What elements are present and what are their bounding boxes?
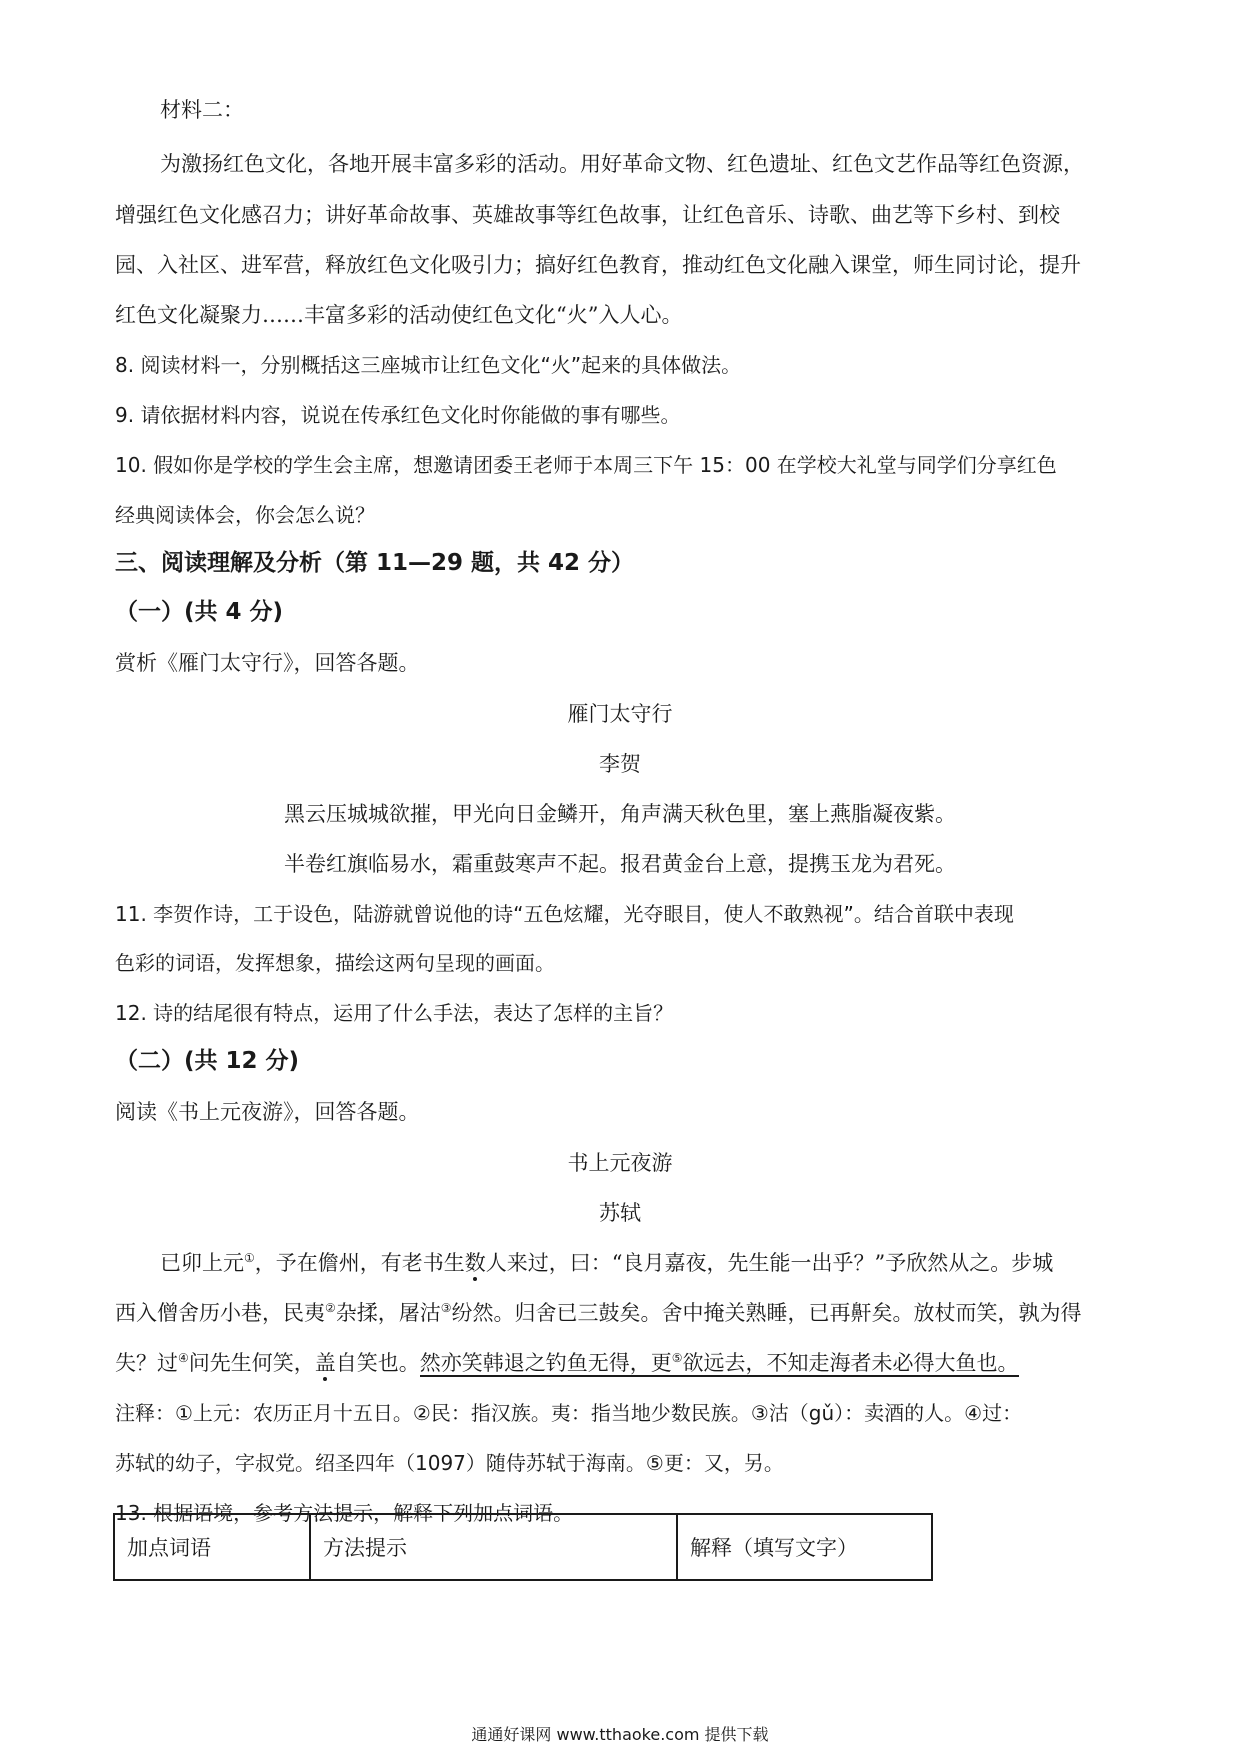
question-11-cont: 色彩的词语，发挥想象，描绘这两句呈现的画面。	[115, 951, 555, 975]
footnote-marker: ④	[178, 1351, 189, 1365]
material2-paragraph-line: 红色文化凝聚力……丰富多彩的活动使红色文化“火”入人心。	[115, 303, 683, 327]
table-header-cell: 方法提示	[310, 1514, 677, 1580]
prose-text: 已卯上元	[160, 1251, 244, 1275]
table-header-cell: 加点词语	[114, 1514, 310, 1580]
prose-text: 人来过，曰：“良月嘉夜，先生能一出乎？”予欣然从之。步城	[485, 1251, 1054, 1275]
prose-text: 杂揉，屠沽	[335, 1301, 441, 1325]
poem-line: 黑云压城城欲摧，甲光向日金鳞开，角声满天秋色里，塞上燕脂凝夜紫。	[284, 802, 956, 826]
prose-line	[115, 1298, 1082, 1328]
prose-text: 失？过	[115, 1351, 178, 1375]
dotted-word-shu: 数	[464, 1251, 486, 1275]
prose-author: 苏轼	[599, 1201, 641, 1225]
part-2-title: （二）(共 12 分)	[115, 1048, 300, 1074]
question-8: 8. 阅读材料一，分别概括这三座城市让红色文化“火”起来的具体做法。	[115, 353, 742, 377]
annotation-line: 注释：①上元：农历正月十五日。②民：指汉族。夷：指当地少数民族。③沽（gǔ）：卖酒的人。④过：	[115, 1401, 1023, 1425]
question-13: 13. 根据语境，参考方法提示，解释下列加点词语。	[115, 1501, 574, 1525]
underlined-sentence	[420, 1351, 1019, 1377]
material2-paragraph-line: 增强红色文化感召力；讲好革命故事、英雄故事等红色故事，让红色音乐、诗歌、曲艺等下乡村、到校	[115, 203, 1060, 227]
material2-heading: 材料二：	[160, 98, 244, 122]
footnote-marker: ②	[325, 1301, 336, 1315]
dotted-word-gai: 盖	[314, 1351, 336, 1375]
annotation-line: 苏轼的幼子，字叔党。绍圣四年（1097）随侍苏轼于海南。⑤更：又，另。	[115, 1451, 784, 1475]
footnote-marker: ①	[244, 1251, 255, 1265]
table-header-row	[114, 1514, 932, 1580]
prose-text: 西入僧舍历小巷，民夷	[115, 1301, 325, 1325]
section-3-title: 三、阅读理解及分析（第 11—29 题，共 42 分）	[115, 550, 635, 576]
poem-title: 雁门太守行	[567, 702, 673, 726]
answer-table	[113, 1513, 933, 1581]
underlined-text: 然亦笑韩退之钓鱼无得，更	[419, 1351, 672, 1375]
poem-author: 李贺	[599, 752, 641, 776]
question-9: 9. 请依据材料内容，说说在传承红色文化时你能做的事有哪些。	[115, 403, 681, 427]
prose-line	[115, 1348, 1019, 1378]
material2-paragraph-line: 园、入社区、进军营，释放红色文化吸引力；搞好红色教育，推动红色文化融入课堂，师生同讨论，提升	[115, 253, 1081, 277]
part-2-intro: 阅读《书上元夜游》，回答各题。	[115, 1100, 420, 1124]
underlined-text: 欲远去，不知走海者未必得大鱼也。	[682, 1351, 1019, 1375]
poem-line: 半卷红旗临易水，霜重鼓寒声不起。报君黄金台上意，提携玉龙为君死。	[284, 852, 956, 876]
prose-text: ，予在儋州，有老书生	[254, 1251, 465, 1275]
prose-text: 问先生何笑，	[188, 1351, 315, 1375]
prose-text: 纷然。归舍已三鼓矣。舍中掩关熟睡，已再鼾矣。放杖而笑，孰为得	[451, 1301, 1082, 1325]
footnote-marker: ③	[440, 1301, 452, 1315]
prose-title: 书上元夜游	[567, 1151, 673, 1175]
question-10-cont: 经典阅读体会，你会怎么说？	[115, 503, 375, 527]
part-1-title: （一）(共 4 分)	[115, 599, 284, 625]
prose-text: 自笑也。	[335, 1351, 420, 1375]
material2-paragraph-line: 为激扬红色文化，各地开展丰富多彩的活动。用好革命文物、红色遗址、红色文艺作品等红色资源，	[160, 152, 1084, 176]
prose-line	[160, 1248, 1053, 1278]
question-11: 11. 李贺作诗，工于设色，陆游就曾说他的诗“五色炫耀，光夺眼目，使人不敢熟视”。结合首联中表现	[115, 902, 1014, 926]
question-10: 10. 假如你是学校的学生会主席，想邀请团委王老师于本周三下午 15：00 在学校大礼堂与同学们分享红色	[115, 453, 1057, 477]
part-1-intro: 赏析《雁门太守行》，回答各题。	[115, 651, 420, 675]
question-12: 12. 诗的结尾很有特点，运用了什么手法，表达了怎样的主旨？	[115, 1001, 674, 1025]
footnote-marker: ⑤	[671, 1351, 683, 1365]
table-header-cell: 解释（填写文字）	[677, 1514, 932, 1580]
page-footer: 通通好课网 www.tthaoke.com 提供下载	[471, 1725, 769, 1744]
